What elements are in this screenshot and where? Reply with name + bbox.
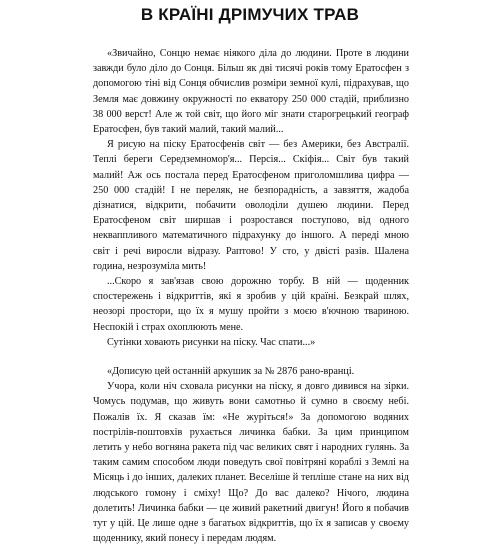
body-text bbox=[93, 46, 409, 547]
section-gap bbox=[93, 350, 409, 364]
paragraph-3: ...Скоро я зав'язав свою дорожню торбу. В ній — щоденник спостережень і відкриттів, які я зробив у цій країні. Безкрай шлях, неозорі простори, що їх я мушу пройти з моєю в'ючною твариною. Неспокій і страх охоплюють мене. bbox=[93, 276, 409, 333]
paragraph-6: Учора, коли ніч сховала рисунки на піску, я довго дивився на зірки. Чомусь подумав, що живуть вони самотньо й сумно в своєму небі. Пожалів їх. Я сказав їм: «Не журіться!» За допомогою водяних пострілів-поштовхів рухається личинка бабки. За цим принципом летить у небо вогняна ракета під час великих свят і народних гулянь. За таким самим способом люди поведуть свої повітряні кораблі з Землі на Місяць і до інших, далеких планет. Веселіше й тепліше стане на них від людського гомону і сміху! Що? До вас далеко? Нічого, людина долетить! Личинка бабки — це живий ракетний двигун! Його я побачив тут у цій. Це лише одне з багатьох відкриттів, що їх я записав у своєму щоденнику, який понесу і передам людям. bbox=[93, 381, 409, 545]
paragraph-2: Я рисую на піску Ератосфенів світ — без Америки, без Австралії. Теплі береги Середземномор'я... Персія... Скіфія... Світ був такий малий! Аж ось постала перед Ератосфеном приголомшлива цифра — 250 000 стадій! І не переляк, не безпорадність, а завзяття, жадоба дізнатися, відкрити, побачити оволоділи душею людини. Перед Ератосфеном світ ширшав і розростався поступово, від одного некваппливого математичного підрахунку до іншого. А переді мною світ і речі виросли відразу. Раптово! У сто, у двісті разів. Шалена година, незрозуміла мить! bbox=[93, 139, 409, 272]
paragraph-5: «Дописую цей останній аркушик за № 2876 рано-вранці. bbox=[107, 366, 355, 378]
paragraph-1: «Звичайно, Сонцю немає ніякого діла до людини. Проте в людини завжди було діло до Сонця. Більш як дві тисячі років тому Ератосфен з допомогою тіні від Сонця обчислив розміри земної кулі, підрахував, що Земля має довжину окружності по екватору 250 000 стадій, приблизно 38 000 верст! Але ж той світ, що його міг знати старогрецький географ Ератосфен, був такий малий, такий малий... bbox=[93, 48, 409, 136]
chapter-title: В КРАЇНІ ДРІМУЧИХ ТРАВ bbox=[140, 5, 360, 24]
paragraph-4: Сутінки ховають рисунки на піску. Час спати...» bbox=[107, 336, 316, 348]
